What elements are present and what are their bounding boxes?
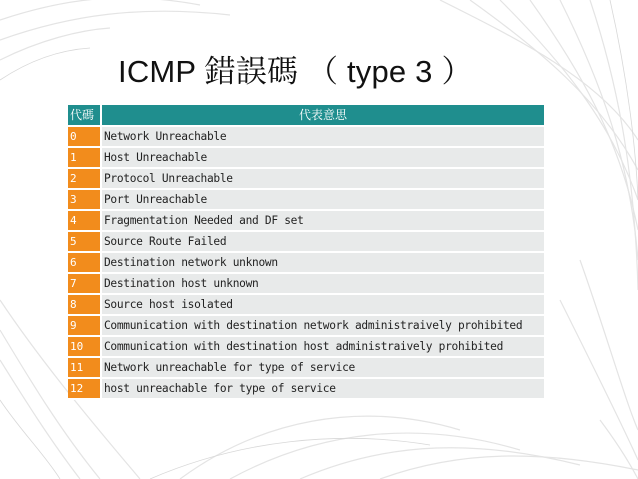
header-meaning: 代表意思 — [102, 105, 544, 127]
table-row — [68, 211, 544, 232]
code-cell: 12 — [68, 379, 102, 400]
code-cell: 5 — [68, 232, 102, 253]
desc-cell: Destination host unknown — [102, 274, 544, 295]
desc-cell: Source Route Failed — [102, 232, 544, 253]
code-cell: 2 — [68, 169, 102, 190]
table-row — [68, 337, 544, 358]
desc-cell: Network Unreachable — [102, 127, 544, 148]
table-row — [68, 232, 544, 253]
table-row — [68, 253, 544, 274]
table-row — [68, 148, 544, 169]
table-header-row — [68, 105, 544, 127]
code-cell: 9 — [68, 316, 102, 337]
code-cell: 7 — [68, 274, 102, 295]
code-cell: 0 — [68, 127, 102, 148]
desc-cell: Host Unreachable — [102, 148, 544, 169]
table-row — [68, 316, 544, 337]
table-row — [68, 358, 544, 379]
icmp-code-table — [68, 105, 544, 400]
desc-cell: Protocol Unreachable — [102, 169, 544, 190]
desc-cell: Destination network unknown — [102, 253, 544, 274]
table-row — [68, 190, 544, 211]
table-row — [68, 295, 544, 316]
desc-cell: host unreachable for type of service — [102, 379, 544, 400]
desc-cell: Source host isolated — [102, 295, 544, 316]
desc-cell: Communication with destination network administraively prohibited — [102, 316, 544, 337]
code-cell: 1 — [68, 148, 102, 169]
code-cell: 10 — [68, 337, 102, 358]
slide-title: ICMP 錯誤碼 （ type 3 ） — [118, 54, 473, 89]
code-cell: 6 — [68, 253, 102, 274]
table-row — [68, 169, 544, 190]
code-cell: 4 — [68, 211, 102, 232]
table-row — [68, 274, 544, 295]
code-cell: 11 — [68, 358, 102, 379]
desc-cell: Fragmentation Needed and DF set — [102, 211, 544, 232]
table-row — [68, 127, 544, 148]
desc-cell: Network unreachable for type of service — [102, 358, 544, 379]
code-cell: 8 — [68, 295, 102, 316]
desc-cell: Port Unreachable — [102, 190, 544, 211]
header-code: 代碼 — [68, 105, 102, 127]
table-row — [68, 379, 544, 400]
code-cell: 3 — [68, 190, 102, 211]
desc-cell: Communication with destination host administraively prohibited — [102, 337, 544, 358]
